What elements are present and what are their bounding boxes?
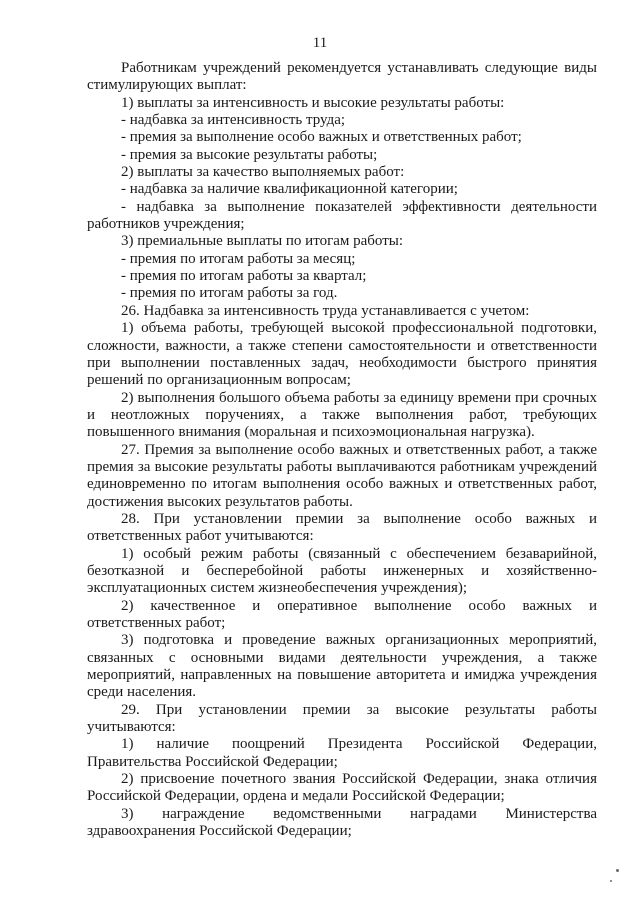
list-item: - премия за выполнение особо важных и ответственных работ; (121, 129, 522, 146)
list-item: 1) наличие поощрений Президента Российской Федерации, Правительства Российской Федерации; (87, 736, 597, 770)
list-item: - премия за высокие результаты работы; (121, 146, 378, 163)
list-item: - премия по итогам работы за год. (121, 285, 338, 302)
list-item: - надбавка за интенсивность труда; (121, 112, 346, 129)
list-item: 1) объема работы, требующей высокой профессиональной подготовки, сложности, важности, а также степени самостоятельности и ответственности при выполнении поставленных задач, необходимости быстрого принятия решений по организационным вопросам; (87, 320, 597, 389)
list-item-heading: 1) выплаты за интенсивность и высокие результаты работы: (121, 94, 505, 111)
list-item: 1) особый режим работы (связанный с обеспечением безаварийной, безотказной и бесперебойной работы инженерных и хозяйственно-эксплуатационных систем жизнеобеспечения учреждения); (87, 545, 597, 597)
list-item: 2) качественное и оперативное выполнение особо важных и ответственных работ; (87, 597, 597, 631)
list-item: 3) подготовка и проведение важных организационных мероприятий, связанных с основными видами деятельности учреждения, а также мероприятий, направленных на повышение авторитета и имиджа учреждения среди населения. (87, 632, 597, 701)
clause-29: 29. При установлении премии за высокие результаты работы учитываются: (87, 701, 597, 736)
list-item: - надбавка за выполнение показателей эффективности деятельности работников учреждения; (87, 198, 597, 233)
clause-26: 26. Надбавка за интенсивность труда устанавливается с учетом: (121, 302, 530, 319)
paragraph-intro: Работникам учреждений рекомендуется устанавливать следующие виды стимулирующих выплат: (87, 60, 597, 94)
clause-27: 27. Премия за выполнение особо важных и ответственных работ, а также премия за высокие результаты работы выплачиваются работникам учреждений единовременно по итогам выполнения особо важных и ответственных работ, достижения высоких результатов работы. (87, 441, 597, 510)
scan-speck (610, 880, 612, 882)
list-item-heading: 3) премиальные выплаты по итогам работы: (121, 233, 404, 250)
list-item: - премия по итогам работы за квартал; (121, 268, 367, 285)
scan-speck (616, 869, 619, 872)
page-number: 11 (312, 35, 328, 51)
list-item-heading: 2) выплаты за качество выполняемых работ: (121, 164, 405, 181)
document-body (87, 60, 597, 840)
list-item: 2) выполнения большого объема работы за единицу времени при срочных и неотложных поручениях, а также выполнения работ, требующих повышенного внимания (моральная и психоэмоциональная нагрузка). (87, 389, 597, 441)
clause-28: 28. При установлении премии за выполнение особо важных и ответственных работ учитываются: (87, 510, 597, 545)
list-item: - премия по итогам работы за месяц; (121, 250, 356, 267)
list-item: - надбавка за наличие квалификационной категории; (121, 181, 458, 198)
list-item: 3) награждение ведомственными наградами Министерства здравоохранения Российской Федерации; (87, 805, 597, 840)
list-item: 2) присвоение почетного звания Российской Федерации, знака отличия Российской Федерации, ордена и медали Российской Федерации; (87, 771, 597, 805)
